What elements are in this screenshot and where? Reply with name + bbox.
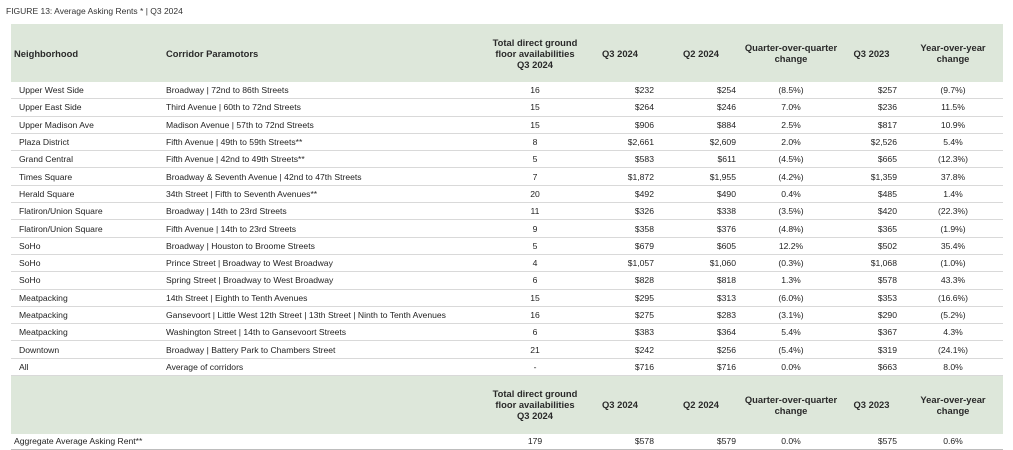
- table-row: [11, 99, 1003, 116]
- cell-yoy-change: 37.8%: [903, 168, 1003, 185]
- cell-corridor: Gansevoort | Little West 12th Street | 13th Street | Ninth to Tenth Avenues: [163, 306, 490, 323]
- cell-qoq-change: (4.2%): [742, 168, 840, 185]
- header-q3-2023: Q3 2023: [840, 376, 903, 434]
- cell-q3-2023: $367: [840, 324, 903, 341]
- cell-availabilities: 9: [490, 220, 580, 237]
- cell-q2-2024: $605: [660, 237, 742, 254]
- cell-q3-2024: $578: [580, 434, 660, 450]
- cell-q3-2023: $1,359: [840, 168, 903, 185]
- cell-availabilities: 8: [490, 133, 580, 150]
- cell-q3-2024: $906: [580, 116, 660, 133]
- cell-corridor: Fifth Avenue | 14th to 23rd Streets: [163, 220, 490, 237]
- cell-qoq-change: 0.0%: [742, 358, 840, 375]
- header-availabilities: Total direct ground floor availabilities Q3 2024: [490, 376, 580, 434]
- cell-qoq-change: 2.5%: [742, 116, 840, 133]
- cell-neighborhood: Meatpacking: [11, 289, 163, 306]
- aggregate-label: Aggregate Average Asking Rent**: [11, 434, 490, 450]
- cell-q3-2023: $2,526: [840, 133, 903, 150]
- cell-q3-2024: $383: [580, 324, 660, 341]
- cell-yoy-change: 8.0%: [903, 358, 1003, 375]
- cell-neighborhood: SoHo: [11, 237, 163, 254]
- cell-yoy-change: 4.3%: [903, 324, 1003, 341]
- cell-q2-2024: $338: [660, 203, 742, 220]
- cell-neighborhood: All: [11, 358, 163, 375]
- cell-qoq-change: 12.2%: [742, 237, 840, 254]
- cell-q3-2023: $485: [840, 185, 903, 202]
- cell-neighborhood: SoHo: [11, 254, 163, 271]
- table-row: [11, 324, 1003, 341]
- cell-q3-2023: $817: [840, 116, 903, 133]
- table-row: [11, 341, 1003, 358]
- cell-corridor: Madison Avenue | 57th to 72nd Streets: [163, 116, 490, 133]
- cell-qoq-change: (4.5%): [742, 151, 840, 168]
- cell-q2-2024: $818: [660, 272, 742, 289]
- cell-yoy-change: 35.4%: [903, 237, 1003, 254]
- cell-availabilities: 21: [490, 341, 580, 358]
- cell-yoy-change: (1.9%): [903, 220, 1003, 237]
- cell-availabilities: -: [490, 358, 580, 375]
- cell-qoq-change: (3.5%): [742, 203, 840, 220]
- cell-yoy-change: (9.7%): [903, 82, 1003, 99]
- cell-availabilities: 15: [490, 116, 580, 133]
- header-qoq-change: Quarter-over-quarter change: [742, 24, 840, 82]
- cell-availabilities: 6: [490, 272, 580, 289]
- cell-availabilities: 179: [490, 434, 580, 450]
- cell-q2-2024: $1,060: [660, 254, 742, 271]
- table-row: [11, 168, 1003, 185]
- header-q2-2024: Q2 2024: [660, 24, 742, 82]
- cell-q3-2023: $353: [840, 289, 903, 306]
- cell-qoq-change: 5.4%: [742, 324, 840, 341]
- cell-q3-2023: $420: [840, 203, 903, 220]
- table-row: [11, 220, 1003, 237]
- cell-neighborhood: Plaza District: [11, 133, 163, 150]
- table-row: [11, 289, 1003, 306]
- cell-qoq-change: 0.4%: [742, 185, 840, 202]
- cell-neighborhood: Grand Central: [11, 151, 163, 168]
- cell-q2-2024: $2,609: [660, 133, 742, 150]
- cell-corridor: Broadway | 72nd to 86th Streets: [163, 82, 490, 99]
- cell-neighborhood: SoHo: [11, 272, 163, 289]
- header-q3-2023: Q3 2023: [840, 24, 903, 82]
- cell-q2-2024: $313: [660, 289, 742, 306]
- cell-availabilities: 5: [490, 237, 580, 254]
- header-yoy-change: Year-over-year change: [903, 24, 1003, 82]
- header-qoq-change: Quarter-over-quarter change: [742, 376, 840, 434]
- cell-qoq-change: (8.5%): [742, 82, 840, 99]
- cell-q3-2023: $663: [840, 358, 903, 375]
- cell-qoq-change: (3.1%): [742, 306, 840, 323]
- cell-q3-2023: $319: [840, 341, 903, 358]
- table-row: [11, 116, 1003, 133]
- cell-q3-2024: $1,057: [580, 254, 660, 271]
- cell-yoy-change: (5.2%): [903, 306, 1003, 323]
- cell-corridor: Fifth Avenue | 42nd to 49th Streets**: [163, 151, 490, 168]
- aggregate-header-blank: [11, 376, 163, 434]
- table-row: [11, 272, 1003, 289]
- cell-q3-2023: $365: [840, 220, 903, 237]
- cell-availabilities: 6: [490, 324, 580, 341]
- cell-corridor: 34th Street | Fifth to Seventh Avenues**: [163, 185, 490, 202]
- cell-availabilities: 15: [490, 289, 580, 306]
- cell-q2-2024: $716: [660, 358, 742, 375]
- cell-corridor: Broadway & Seventh Avenue | 42nd to 47th Streets: [163, 168, 490, 185]
- cell-availabilities: 20: [490, 185, 580, 202]
- cell-q3-2024: $492: [580, 185, 660, 202]
- cell-neighborhood: Downtown: [11, 341, 163, 358]
- cell-q2-2024: $1,955: [660, 168, 742, 185]
- cell-yoy-change: (1.0%): [903, 254, 1003, 271]
- cell-availabilities: 4: [490, 254, 580, 271]
- cell-q2-2024: $283: [660, 306, 742, 323]
- cell-q2-2024: $611: [660, 151, 742, 168]
- cell-q3-2024: $679: [580, 237, 660, 254]
- cell-corridor: Broadway | Houston to Broome Streets: [163, 237, 490, 254]
- cell-q2-2024: $490: [660, 185, 742, 202]
- cell-qoq-change: (0.3%): [742, 254, 840, 271]
- cell-corridor: Washington Street | 14th to Gansevoort Streets: [163, 324, 490, 341]
- cell-q3-2023: $502: [840, 237, 903, 254]
- cell-availabilities: 16: [490, 306, 580, 323]
- cell-availabilities: 11: [490, 203, 580, 220]
- header-q3-2024: Q3 2024: [580, 376, 660, 434]
- table-row: [11, 203, 1003, 220]
- cell-corridor: Broadway | 14th to 23rd Streets: [163, 203, 490, 220]
- table-row: [11, 82, 1003, 99]
- cell-qoq-change: 1.3%: [742, 272, 840, 289]
- cell-availabilities: 15: [490, 99, 580, 116]
- cell-yoy-change: (24.1%): [903, 341, 1003, 358]
- cell-corridor: Average of corridors: [163, 358, 490, 375]
- table-row: [11, 185, 1003, 202]
- cell-corridor: Prince Street | Broadway to West Broadway: [163, 254, 490, 271]
- cell-q3-2023: $290: [840, 306, 903, 323]
- table-row: [11, 254, 1003, 271]
- aggregate-header-row: [11, 376, 1003, 434]
- cell-q2-2024: $884: [660, 116, 742, 133]
- cell-q2-2024: $364: [660, 324, 742, 341]
- cell-q3-2024: $828: [580, 272, 660, 289]
- cell-q3-2023: $575: [840, 434, 903, 450]
- cell-q3-2024: $242: [580, 341, 660, 358]
- cell-q3-2024: $2,661: [580, 133, 660, 150]
- cell-qoq-change: 0.0%: [742, 434, 840, 450]
- table-row: [11, 306, 1003, 323]
- cell-yoy-change: (12.3%): [903, 151, 1003, 168]
- cell-neighborhood: Upper Madison Ave: [11, 116, 163, 133]
- figure-title: FIGURE 13: Average Asking Rents * | Q3 2024: [6, 6, 183, 16]
- cell-qoq-change: (4.8%): [742, 220, 840, 237]
- cell-yoy-change: 1.4%: [903, 185, 1003, 202]
- cell-yoy-change: 43.3%: [903, 272, 1003, 289]
- header-yoy-change: Year-over-year change: [903, 376, 1003, 434]
- cell-neighborhood: Flatiron/Union Square: [11, 220, 163, 237]
- cell-yoy-change: 5.4%: [903, 133, 1003, 150]
- table-row: [11, 237, 1003, 254]
- cell-q3-2024: $232: [580, 82, 660, 99]
- cell-q3-2024: $295: [580, 289, 660, 306]
- table-row: [11, 133, 1003, 150]
- cell-q2-2024: $246: [660, 99, 742, 116]
- rents-table: [11, 24, 1003, 450]
- cell-qoq-change: (6.0%): [742, 289, 840, 306]
- cell-q3-2023: $665: [840, 151, 903, 168]
- cell-neighborhood: Flatiron/Union Square: [11, 203, 163, 220]
- cell-q3-2023: $257: [840, 82, 903, 99]
- cell-qoq-change: 7.0%: [742, 99, 840, 116]
- cell-q3-2023: $1,068: [840, 254, 903, 271]
- cell-yoy-change: 0.6%: [903, 434, 1003, 450]
- aggregate-header-blank: [163, 376, 490, 434]
- cell-corridor: Broadway | Battery Park to Chambers Street: [163, 341, 490, 358]
- table-body: [11, 82, 1003, 449]
- header-corridor: Corridor Paramotors: [163, 24, 490, 82]
- cell-q2-2024: $254: [660, 82, 742, 99]
- cell-yoy-change: (16.6%): [903, 289, 1003, 306]
- cell-q3-2024: $358: [580, 220, 660, 237]
- header-availabilities: Total direct ground floor availabilities Q3 2024: [490, 24, 580, 82]
- header-row: [11, 24, 1003, 82]
- cell-q3-2024: $264: [580, 99, 660, 116]
- cell-q3-2024: $716: [580, 358, 660, 375]
- cell-qoq-change: 2.0%: [742, 133, 840, 150]
- cell-yoy-change: (22.3%): [903, 203, 1003, 220]
- cell-corridor: Spring Street | Broadway to West Broadway: [163, 272, 490, 289]
- cell-neighborhood: Meatpacking: [11, 306, 163, 323]
- cell-q3-2023: $236: [840, 99, 903, 116]
- cell-q2-2024: $579: [660, 434, 742, 450]
- cell-q2-2024: $376: [660, 220, 742, 237]
- table-row: [11, 358, 1003, 375]
- header-q2-2024: Q2 2024: [660, 376, 742, 434]
- cell-q3-2024: $583: [580, 151, 660, 168]
- cell-availabilities: 7: [490, 168, 580, 185]
- cell-yoy-change: 11.5%: [903, 99, 1003, 116]
- table-row: [11, 151, 1003, 168]
- cell-q2-2024: $256: [660, 341, 742, 358]
- cell-q3-2024: $1,872: [580, 168, 660, 185]
- aggregate-row: [11, 434, 1003, 450]
- cell-availabilities: 16: [490, 82, 580, 99]
- cell-neighborhood: Meatpacking: [11, 324, 163, 341]
- cell-neighborhood: Upper West Side: [11, 82, 163, 99]
- cell-neighborhood: Times Square: [11, 168, 163, 185]
- cell-corridor: 14th Street | Eighth to Tenth Avenues: [163, 289, 490, 306]
- cell-q3-2024: $275: [580, 306, 660, 323]
- cell-corridor: Fifth Avenue | 49th to 59th Streets**: [163, 133, 490, 150]
- cell-qoq-change: (5.4%): [742, 341, 840, 358]
- cell-neighborhood: Herald Square: [11, 185, 163, 202]
- cell-neighborhood: Upper East Side: [11, 99, 163, 116]
- cell-availabilities: 5: [490, 151, 580, 168]
- cell-corridor: Third Avenue | 60th to 72nd Streets: [163, 99, 490, 116]
- cell-q3-2023: $578: [840, 272, 903, 289]
- header-neighborhood: Neighborhood: [11, 24, 163, 82]
- header-q3-2024: Q3 2024: [580, 24, 660, 82]
- cell-yoy-change: 10.9%: [903, 116, 1003, 133]
- cell-q3-2024: $326: [580, 203, 660, 220]
